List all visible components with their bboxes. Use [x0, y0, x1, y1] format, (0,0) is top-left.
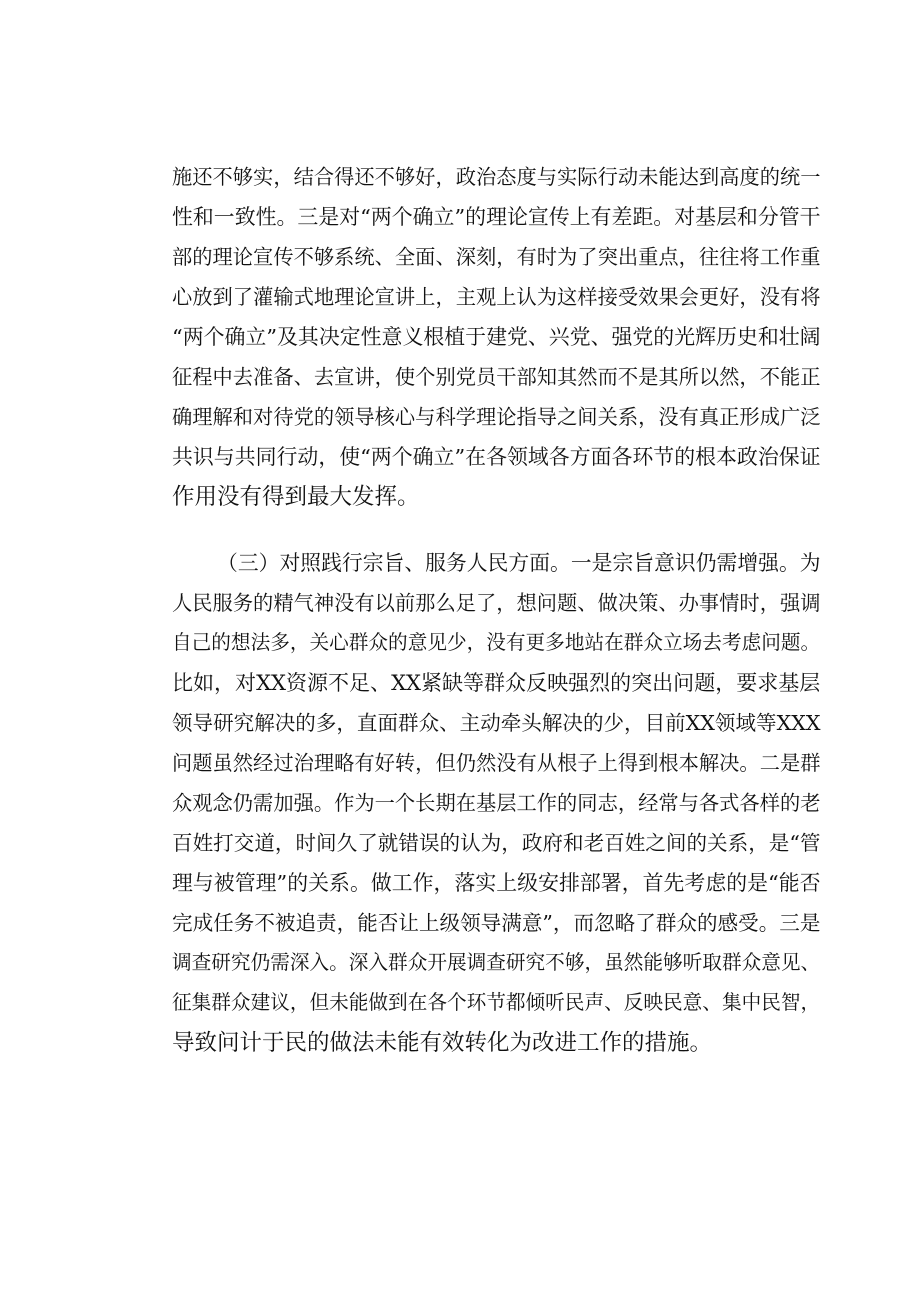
text-line-1: 施还不够实，结合得还不够好，政治态度与实际行动未能达到高度的统一 — [172, 165, 821, 189]
text-line-13: 比如，对XX资源不足、XX紧缺等群众反映强烈的突出问题，要求基层 — [172, 670, 821, 695]
text-line-18: 理与被管理”的关系。做工作，落实上级安排部署，首先考虑的是“能否 — [172, 871, 821, 895]
text-line-4: 心放到了灌输式地理论宣讲上，主观上认为这样接受效果会更好，没有将 — [172, 285, 821, 309]
text-line-7: 确理解和对待党的领导核心与科学理论指导之间关系，没有真正形成广泛 — [172, 405, 821, 429]
text-line-8: 共识与共同行动，使“两个确立”在各领域各方面各环节的根本政治保证 — [172, 445, 821, 469]
text-line-22: 导致问计于民的做法未能有效转化为改进工作的措施。 — [172, 1030, 713, 1056]
text-line-9: 作用没有得到最大发挥。 — [172, 484, 420, 510]
section-heading-line: （三）对照践行宗旨、服务人民方面。一是宗旨意识仍需增强。为 — [217, 551, 821, 575]
text-line-6: 征程中去准备、去宣讲，使个别党员干部知其然而不是其所以然，不能正 — [172, 365, 821, 389]
text-line-12: 自己的想法多，关心群众的意见少，没有更多地站在群众立场去考虑问题。 — [172, 631, 821, 654]
text-line-2: 性和一致性。三是对“两个确立”的理论宣传上有差距。对基层和分管干 — [172, 205, 821, 229]
text-line-15: 问题虽然经过治理略有好转，但仍然没有从根子上得到根本解决。二是群 — [172, 751, 821, 775]
text-line-16: 众观念仍需加强。作为一个长期在基层工作的同志，经常与各式各样的老 — [172, 791, 821, 815]
text-line-11: 人民服务的精气神没有以前那么足了，想问题、做决策、办事情时，强调 — [172, 591, 821, 615]
text-line-3: 部的理论宣传不够系统、全面、深刻，有时为了突出重点，往往将工作重 — [172, 245, 821, 269]
text-line-21: 征集群众建议，但未能做到在各个环节都倾听民声、反映民意、集中民智， — [172, 991, 821, 1014]
text-line-5: “两个确立”及其决定性意义根植于建党、兴党、强党的光辉历史和壮阔 — [172, 325, 821, 349]
text-line-20: 调查研究仍需深入。深入群众开展调查研究不够，虽然能够听取群众意见、 — [172, 951, 821, 974]
text-line-19: 完成任务不被追责，能否让上级领导满意”，而忽略了群众的感受。三是 — [172, 911, 821, 935]
text-line-14: 领导研究解决的多，直面群众、主动牵头解决的少，目前XX领域等XXX — [172, 711, 821, 735]
body-text — [172, 157, 824, 1063]
text-line-17: 百姓打交道，时间久了就错误的认为，政府和老百姓之间的关系，是“管 — [172, 831, 821, 855]
